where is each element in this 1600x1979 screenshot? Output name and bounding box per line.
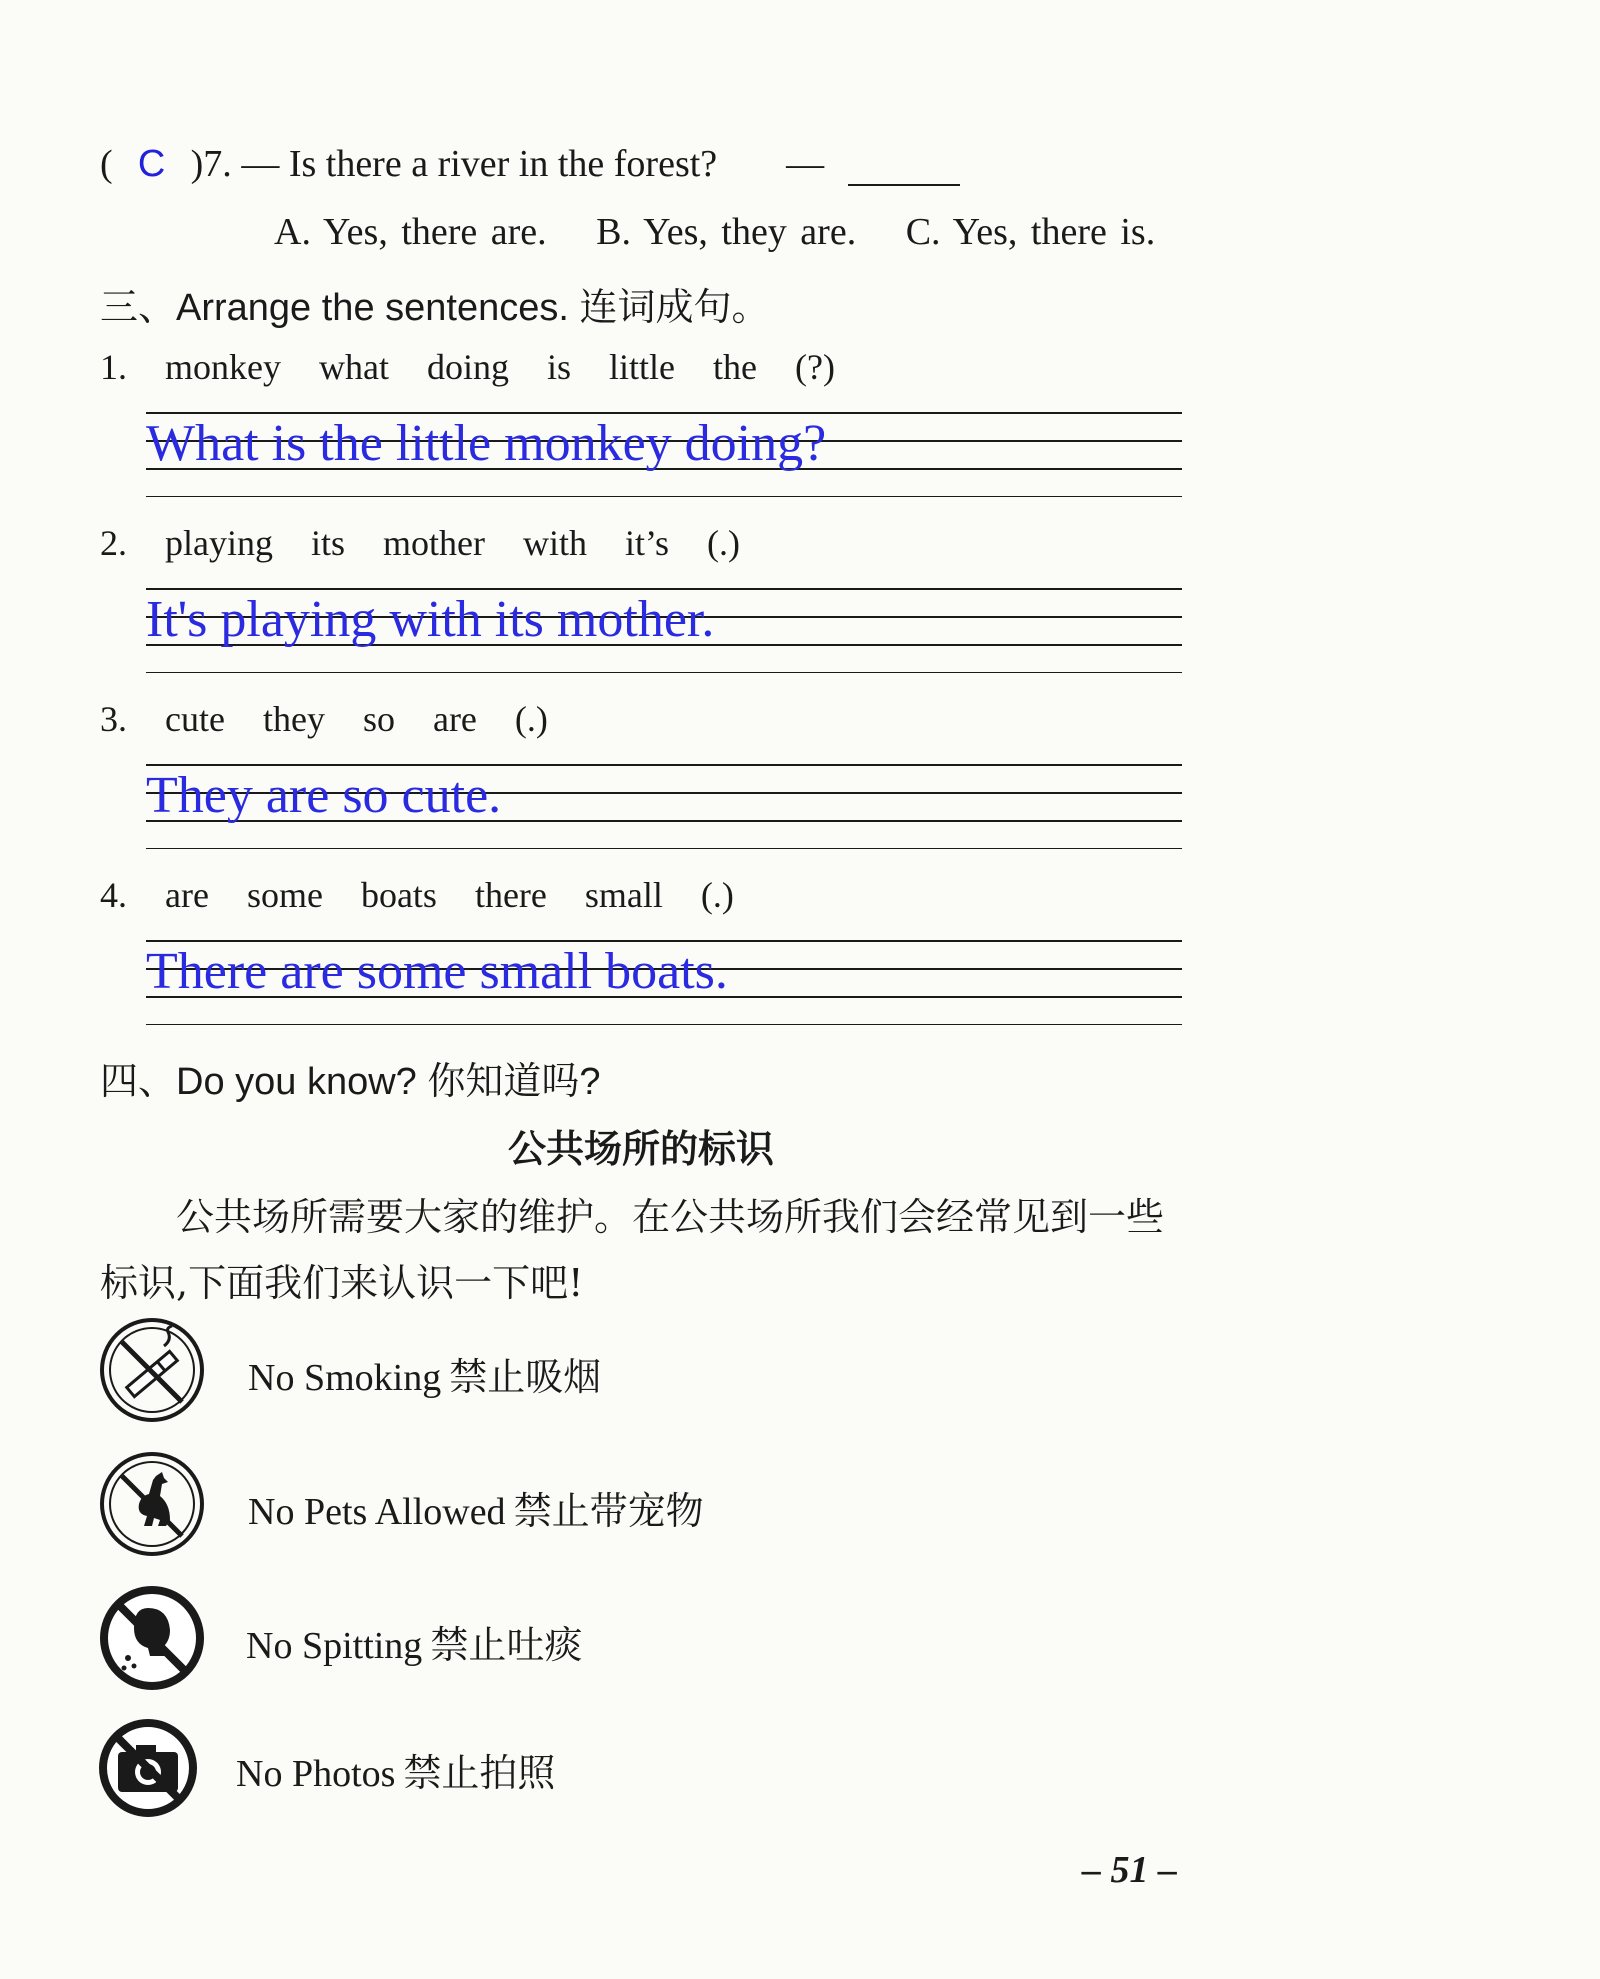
no-spitting-label: No Spitting 禁止吐痰 bbox=[246, 1623, 583, 1667]
word: mother bbox=[383, 523, 485, 563]
punctuation: (.) bbox=[514, 699, 548, 739]
word: is bbox=[546, 347, 571, 387]
open-paren: ( bbox=[100, 143, 113, 185]
page-number: – 51 – bbox=[1082, 1849, 1177, 1891]
word: playing bbox=[165, 523, 273, 563]
section-4-subtitle: 公共场所的标识 bbox=[507, 1127, 774, 1171]
section-4-paragraph: 公共场所需要大家的维护。在公共场所我们会经常见到一些标识,下面我们来认识一下吧! bbox=[100, 1195, 1165, 1305]
handwritten-answer-2: It's playing with its mother. bbox=[146, 591, 715, 648]
word: monkey bbox=[165, 347, 281, 387]
handwritten-answer-3: They are so cute. bbox=[146, 767, 502, 824]
word: what bbox=[318, 347, 389, 387]
no-smoking-label: No Smoking 禁止吸烟 bbox=[248, 1355, 602, 1399]
word: there bbox=[474, 875, 547, 915]
reply-dash: — bbox=[786, 143, 825, 185]
word: little bbox=[609, 347, 675, 387]
word: doing bbox=[426, 347, 509, 387]
word: cute bbox=[165, 699, 225, 739]
answer-blank bbox=[848, 150, 960, 186]
word: boats bbox=[360, 875, 437, 915]
answer-choice: C bbox=[137, 143, 166, 185]
handwritten-answer-1: What is the little monkey doing? bbox=[146, 415, 827, 472]
writing-lines-3 bbox=[146, 764, 1182, 874]
arrange-item-4 bbox=[100, 874, 772, 916]
no-smoking-icon bbox=[98, 1316, 206, 1424]
word: with bbox=[522, 523, 587, 563]
word: so bbox=[362, 699, 395, 739]
punctuation: (.) bbox=[700, 875, 734, 915]
writing-lines-4 bbox=[146, 940, 1182, 1050]
writing-lines-2 bbox=[146, 588, 1182, 698]
item-number: 1. bbox=[100, 347, 127, 387]
handwritten-answer-4: There are some small boats. bbox=[146, 943, 728, 1000]
arrange-item-1 bbox=[100, 346, 873, 388]
option-a: A. Yes, there are. bbox=[274, 211, 547, 253]
item-number: 4. bbox=[100, 875, 127, 915]
no-photos-label: No Photos 禁止拍照 bbox=[236, 1751, 556, 1795]
word: some bbox=[246, 875, 323, 915]
no-photos-icon bbox=[98, 1718, 198, 1818]
question-number: )7. bbox=[190, 143, 232, 185]
punctuation: (?) bbox=[794, 347, 835, 387]
no-pets-icon bbox=[98, 1450, 206, 1558]
word: are bbox=[432, 699, 477, 739]
no-spitting-icon bbox=[98, 1584, 206, 1692]
word: small bbox=[584, 875, 663, 915]
word: they bbox=[262, 699, 325, 739]
writing-lines-1 bbox=[146, 412, 1182, 522]
section-4-heading: 四、Do you know? 你知道吗? bbox=[100, 1061, 601, 1103]
arrange-item-3 bbox=[100, 698, 586, 740]
question-7-options bbox=[274, 210, 1191, 254]
item-number: 2. bbox=[100, 523, 127, 563]
punctuation: (.) bbox=[707, 523, 740, 563]
arrange-item-2 bbox=[100, 522, 778, 564]
question-text: — Is there a river in the forest? bbox=[241, 143, 718, 185]
question-7 bbox=[100, 142, 960, 186]
section-3-heading: 三、Arrange the sentences. 连词成句。 bbox=[100, 287, 770, 329]
option-b: B. Yes, they are. bbox=[596, 211, 857, 253]
word: are bbox=[165, 875, 209, 915]
option-c: C. Yes, there is. bbox=[905, 211, 1156, 253]
word: its bbox=[310, 523, 345, 563]
word: it’s bbox=[625, 523, 670, 563]
item-number: 3. bbox=[100, 699, 127, 739]
word: the bbox=[713, 347, 757, 387]
no-pets-label: No Pets Allowed 禁止带宠物 bbox=[248, 1489, 704, 1533]
